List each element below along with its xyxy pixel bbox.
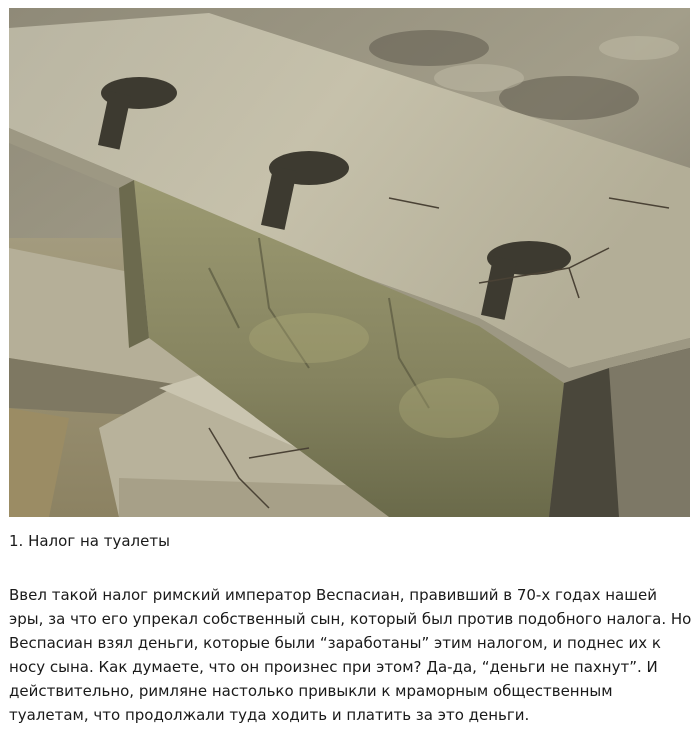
article-caption: 1. Налог на туалеты bbox=[9, 532, 170, 550]
article-paragraph: Ввел такой налог римский император Веспасиан, правивший в 70-х годах нашей эры, за что его упрекал собственный сын, который был против подобного налога. Но Веспасиан взял деньги, которые были “заработаны” этим налогом, и поднес их к носу сына. Как думаете, что он произнес при этом? Да-да, “деньги не пахнут”. И действительно, римляне настолько привыкли к мраморным общественным туалетам, что продолжали туда ходить и платить за это деньги. bbox=[9, 586, 692, 724]
article-photo bbox=[9, 8, 690, 517]
